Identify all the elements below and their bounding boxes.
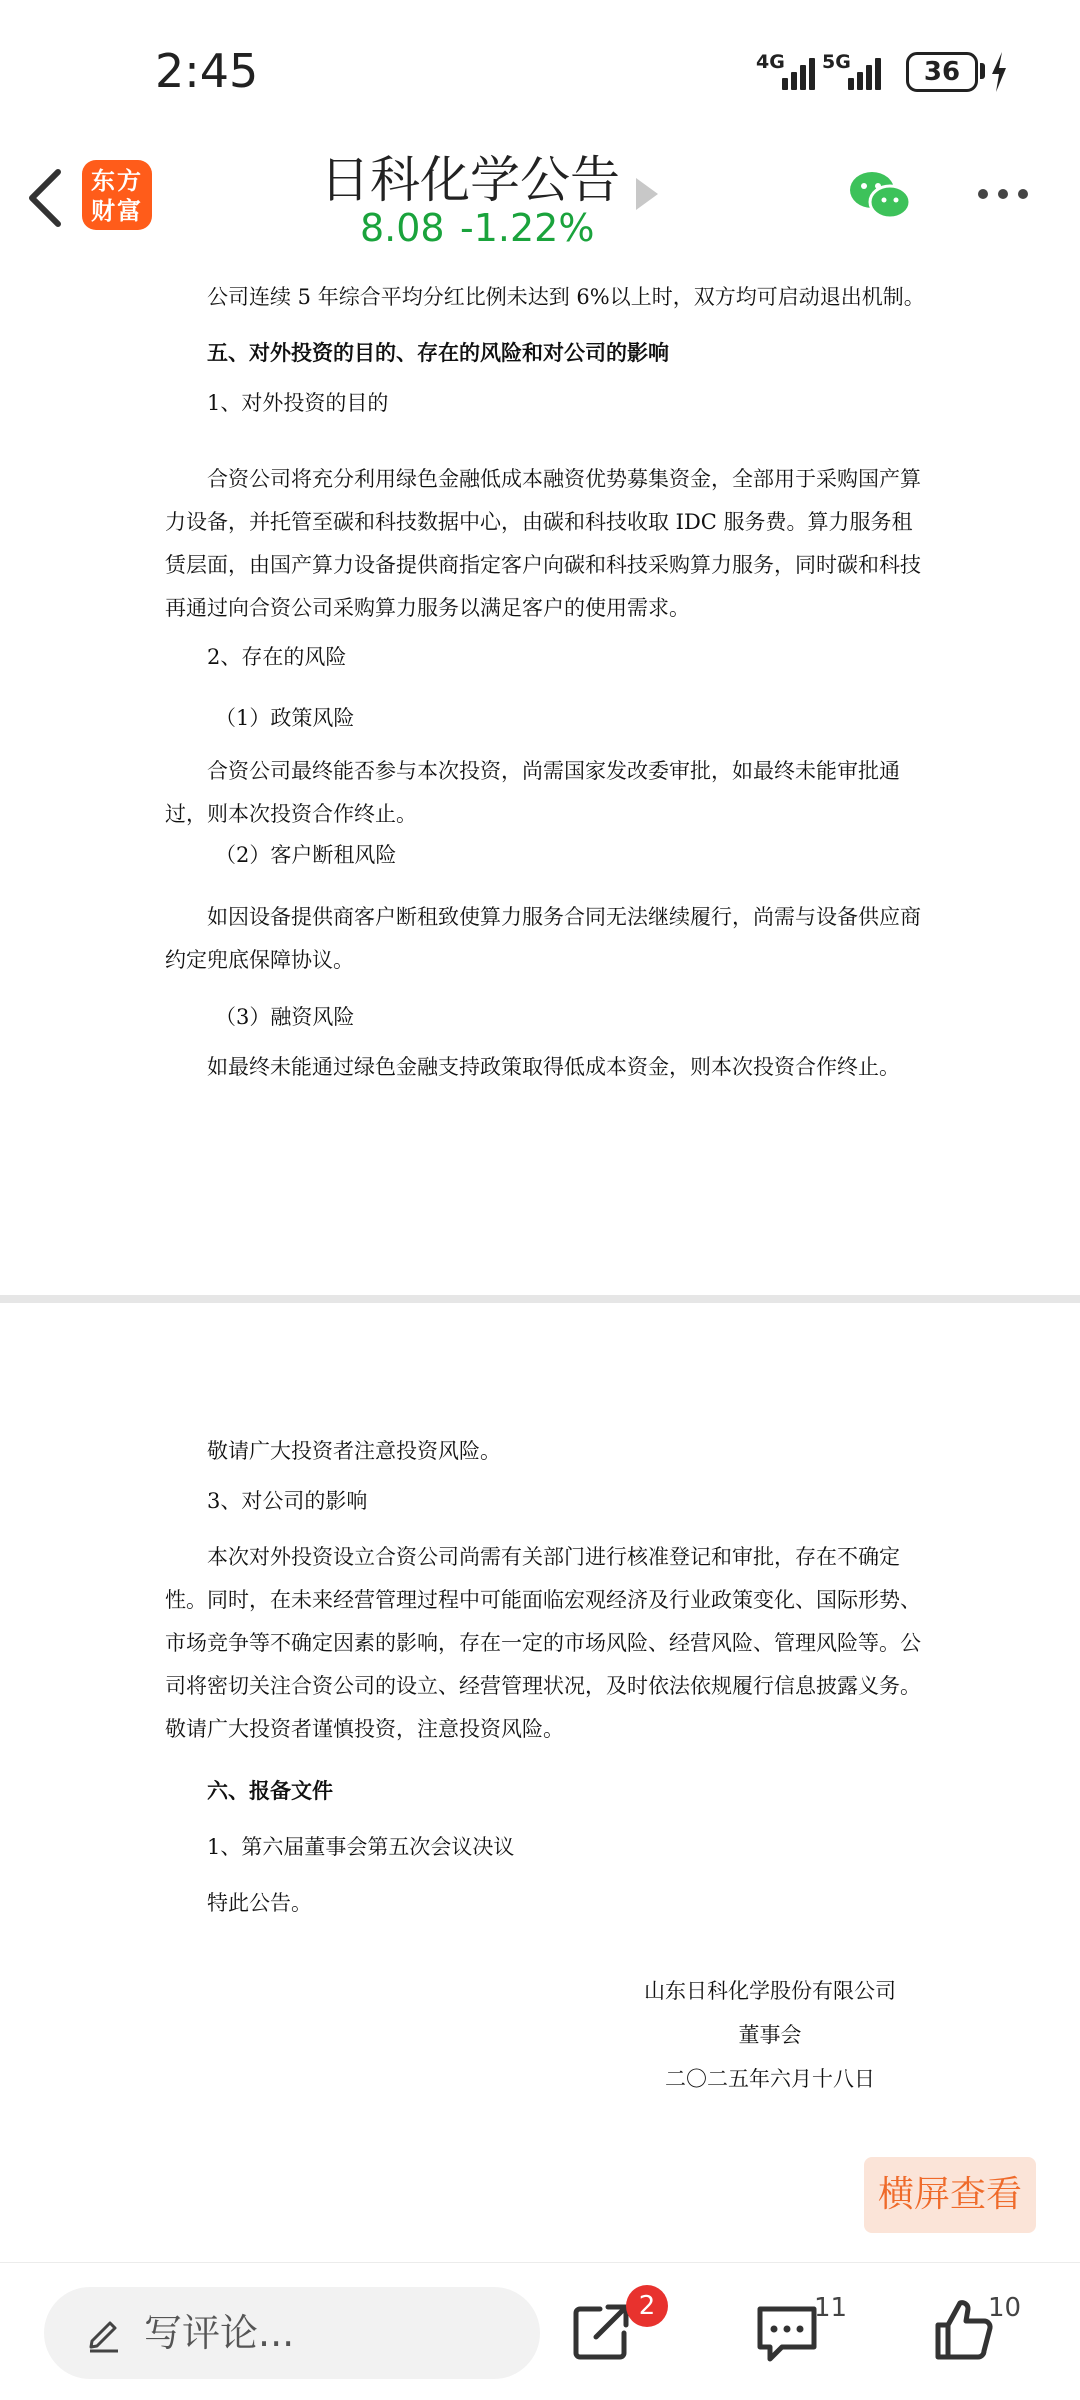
title-expand-arrow-icon[interactable] (636, 178, 658, 210)
risk-notice: 敬请广大投资者注意投资风险。 (207, 1439, 501, 1463)
comment-placeholder: 写评论... (144, 2311, 295, 2355)
doc-line-exit-mechanism: 公司连续 5 年综合平均分红比例未达到 6%以上时，双方均可启动退出机制。 (207, 285, 925, 309)
section-5-3-body: 本次对外投资设立合资公司尚需有关部门进行核准登记和审批，存在不确定性。同时，在未来经营管理过程中可能面临宏观经济及行业政策变化、国际形势、市场竞争等不确定因素的影响，存在一定的市场风险、经营风险、管理风险等。公司将密切关注合资公司的设立、经营管理状况，及时依法依规履行信息披露义务。敬请广大投资者谨慎投资，注意投资风险。 (165, 1545, 921, 1741)
risk-1-body: 合资公司最终能否参与本次投资，尚需国家发改委审批，如最终未能审批通过，则本次投资合作终止。 (165, 759, 900, 826)
risk-1-title: （1）政策风险 (215, 706, 355, 730)
network-5g-label: 5G (822, 51, 851, 73)
section-5-3-title: 3、对公司的影响 (207, 1489, 368, 1513)
landscape-view-button[interactable]: 横屏查看 (864, 2157, 1036, 2233)
comment-count: 11 (814, 2293, 848, 2323)
comment-icon[interactable] (752, 2299, 822, 2369)
section-5-1-title: 1、对外投资的目的 (207, 391, 389, 415)
signature-date: 二〇二五年六月十八日 (665, 2067, 875, 2091)
closing-statement: 特此公告。 (207, 1891, 312, 1915)
signature-board: 董事会 (738, 2023, 802, 2047)
section-5-2-title: 2、存在的风险 (207, 645, 347, 669)
comment-input[interactable] (44, 2287, 540, 2379)
risk-2-body: 如因设备提供商客户断租致使算力服务合同无法继续履行，尚需与设备供应商约定兜底保障协议。 (165, 905, 921, 972)
section-6-title: 六、报备文件 (207, 1779, 333, 1803)
like-count: 10 (988, 2293, 1022, 2323)
app-header (0, 140, 1080, 262)
section-5-1-body: 合资公司将充分利用绿色金融低成本融资优势募集资金，全部用于采购国产算力设备，并托管至碳和科技数据中心，由碳和科技收取 IDC 服务费。算力服务租赁层面，由国产算力设备提供商指定客户向碳和科技采购算力服务，同时碳和科技再通过向合资公司采购算力服务以满足客户的使用需求。 (165, 467, 921, 620)
more-options-icon[interactable] (974, 184, 1034, 204)
battery-tip (980, 63, 985, 79)
network-4g-label: 4G (756, 51, 785, 73)
app-logo[interactable]: 东方财富 (82, 160, 152, 230)
risk-3-title: （3）融资风险 (215, 1005, 355, 1029)
signature-company: 山东日科化学股份有限公司 (644, 1979, 896, 2003)
section-5-title: 五、对外投资的目的、存在的风险和对公司的影响 (207, 341, 669, 365)
battery-level: 36 (906, 52, 978, 92)
signal-bars-icon (844, 54, 884, 90)
signal-bars-icon (778, 54, 818, 90)
page-divider (0, 1295, 1080, 1303)
risk-2-title: （2）客户断租风险 (215, 843, 397, 867)
announcement-document (0, 262, 1080, 2258)
section-6-1: 1、第六届董事会第五次会议决议 (207, 1835, 515, 1859)
stock-change: -1.22% (460, 206, 595, 250)
status-time: 2:45 (155, 44, 259, 98)
stock-price: 8.08 (360, 206, 445, 250)
bottom-action-bar (0, 2262, 1080, 2400)
page-title: 日科化学公告 (320, 151, 620, 209)
charging-bolt-icon (990, 52, 1008, 92)
wechat-share-icon[interactable] (848, 168, 912, 224)
share-badge: 2 (626, 2285, 668, 2327)
risk-3-body: 如最终未能通过绿色金融支持政策取得低成本资金，则本次投资合作终止。 (207, 1055, 900, 1079)
pencil-icon (84, 2313, 124, 2353)
status-bar (0, 0, 1080, 140)
